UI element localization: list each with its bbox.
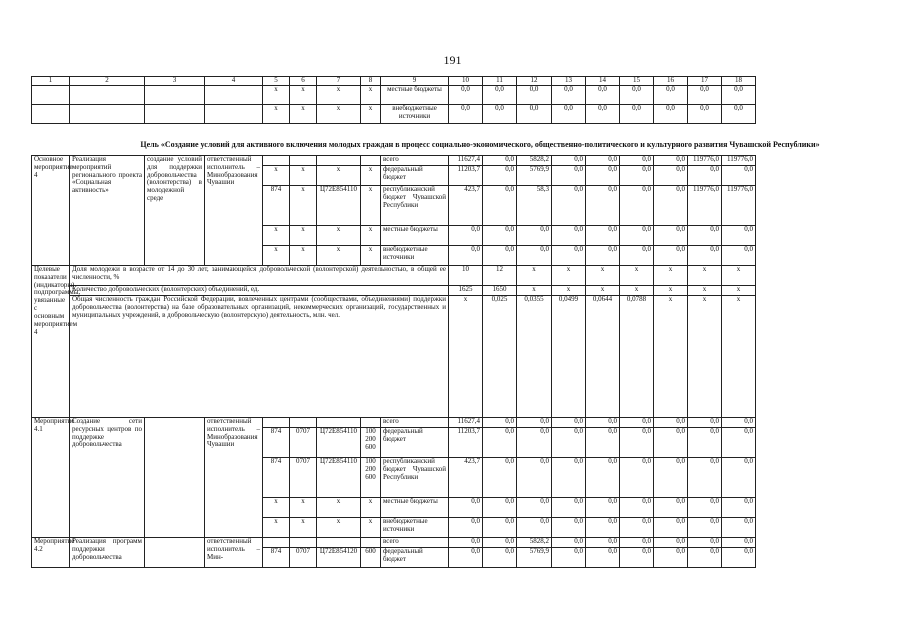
value-cell: 0,0 [654,418,688,428]
code-cell: x [290,518,317,538]
event-executor: ответственный исполнитель – Минобразования Чувашии [205,156,263,266]
value-cell: 0,0 [586,538,620,548]
indicator-value: 0,025 [483,296,517,418]
value-cell: 0,0 [722,226,756,246]
value-cell: 0,0 [654,246,688,266]
source-cell: местные бюджеты [381,498,449,518]
value-cell: 0,0 [688,105,722,124]
code-cell: x [361,186,381,226]
code-cell: x [263,246,290,266]
code-cell: x [290,186,317,226]
code-cell [317,418,361,428]
value-cell: 0,0 [722,538,756,548]
value-cell: 0,0 [688,518,722,538]
indicator-value: x [586,266,620,286]
value-cell: 423,7 [449,458,483,498]
value-cell: 0,0 [654,498,688,518]
indicator-value: 0,0499 [552,296,586,418]
value-cell: 119776,0 [688,156,722,166]
code-cell [263,156,290,166]
code-cell: Ц72Е854110 [317,186,361,226]
value-cell: 0,0 [620,186,654,226]
column-number: 5 [263,77,290,86]
value-cell: 0,0 [552,538,586,548]
value-cell: 423,7 [449,186,483,226]
value-cell: 0,0 [517,458,552,498]
code-cell [317,538,361,548]
code-cell: 100 200 600 [361,458,381,498]
code-cell: x [263,105,290,124]
indicator-value: 12 [483,266,517,286]
value-cell: 0,0 [722,428,756,458]
value-cell: 0,0 [654,166,688,186]
value-cell: 0,0 [483,166,517,186]
code-cell: x [263,226,290,246]
value-cell: 0,0 [722,418,756,428]
value-cell: 0,0 [517,428,552,458]
code-cell: x [290,166,317,186]
column-number: 7 [317,77,361,86]
value-cell: 0,0 [620,105,654,124]
code-cell: x [361,518,381,538]
column-number: 1 [32,77,70,86]
value-cell: 0,0 [552,246,586,266]
column-numbers-table [31,76,756,124]
empty-cell [70,86,145,105]
value-cell: 0,0 [483,186,517,226]
source-cell: внебюджетные источники [381,105,449,124]
value-cell: 0,0 [483,246,517,266]
column-number: 12 [517,77,552,86]
empty-cell [205,105,263,124]
value-cell: 0,0 [586,428,620,458]
code-cell: 874 [263,428,290,458]
value-cell: 0,0 [722,518,756,538]
value-cell: 0,0 [483,86,517,105]
value-cell: 0,0 [586,156,620,166]
code-cell [361,418,381,428]
code-cell: x [317,518,361,538]
value-cell: 0,0 [552,418,586,428]
source-cell: федеральный бюджет [381,166,449,186]
value-cell: 0,0 [552,428,586,458]
value-cell: 0,0 [449,226,483,246]
value-cell: 0,0 [688,226,722,246]
value-cell: 0,0 [517,498,552,518]
column-number: 6 [290,77,317,86]
indicator-value: x [688,296,722,418]
value-cell: 0,0 [517,226,552,246]
value-cell: 5769,9 [517,548,552,568]
value-cell: 0,0 [654,226,688,246]
value-cell: 0,0 [586,186,620,226]
value-cell: 0,0 [654,186,688,226]
event-name: Реализация программ поддержки добровольчества [70,538,145,568]
column-number: 10 [449,77,483,86]
value-cell: 0,0 [483,518,517,538]
code-cell: x [361,166,381,186]
column-number: 8 [361,77,381,86]
table-row [32,538,756,548]
code-cell: 0707 [290,458,317,498]
column-number: 4 [205,77,263,86]
source-cell: всего [381,156,449,166]
value-cell: 0,0 [688,548,722,568]
indicator-value: x [552,266,586,286]
indicator-value: x [620,266,654,286]
indicator-value: 1650 [483,286,517,296]
value-cell: 0,0 [449,105,483,124]
value-cell: 0,0 [654,86,688,105]
value-cell: 0,0 [517,86,552,105]
code-cell: x [361,246,381,266]
source-cell: федеральный бюджет [381,548,449,568]
value-cell: 0,0 [552,166,586,186]
value-cell: 119776,0 [688,186,722,226]
column-number: 13 [552,77,586,86]
value-cell: 0,0 [688,418,722,428]
value-cell: 0,0 [586,246,620,266]
source-cell: федеральный бюджет [381,428,449,458]
value-cell: 0,0 [586,226,620,246]
column-number: 16 [654,77,688,86]
value-cell: 0,0 [586,498,620,518]
code-cell: 874 [263,186,290,226]
empty-cell [145,105,205,124]
value-cell: 0,0 [620,86,654,105]
indicator-value: x [688,266,722,286]
code-cell: 874 [263,548,290,568]
empty-cell [32,105,70,124]
code-cell [361,156,381,166]
empty-cell [145,86,205,105]
value-cell: 0,0 [517,105,552,124]
code-cell: x [317,498,361,518]
value-cell: 0,0 [654,156,688,166]
code-cell: 0707 [290,548,317,568]
event-label: Мероприятие 4.1 [32,418,70,538]
event-label: Мероприятие 4.2 [32,538,70,568]
code-cell: x [361,498,381,518]
program-table [31,155,756,568]
code-cell: x [317,86,361,105]
value-cell: 0,0 [722,498,756,518]
value-cell: 0,0 [620,498,654,518]
code-cell: Ц72Е854110 [317,428,361,458]
indicator-value: x [722,286,756,296]
value-cell: 0,0 [586,105,620,124]
indicator-value: 10 [449,266,483,286]
value-cell: 0,0 [620,418,654,428]
value-cell: 11203,7 [449,166,483,186]
value-cell: 0,0 [620,226,654,246]
code-cell: x [290,226,317,246]
event-label: Основное мероприятие 4 [32,156,70,266]
table-row [32,86,756,105]
value-cell: 0,0 [586,86,620,105]
value-cell: 5828,2 [517,538,552,548]
code-cell [263,418,290,428]
event-name: Реализация мероприятий регионального проекта «Социальная активность» [70,156,145,266]
event-executor: ответственный исполнитель – Мин- [205,538,263,568]
value-cell: 0,0 [688,498,722,518]
code-cell [317,156,361,166]
code-cell [361,538,381,548]
value-cell: 0,0 [483,226,517,246]
event-goal: создание условий для поддержки добровольчества (волонтерства) в молодежной среде [145,156,205,266]
value-cell: 119776,0 [722,156,756,166]
code-cell: x [361,226,381,246]
value-cell: 0,0 [654,428,688,458]
value-cell: 0,0 [586,518,620,538]
indicator-value: x [722,266,756,286]
indicator-value: x [517,286,552,296]
code-cell [290,418,317,428]
value-cell: 0,0 [552,105,586,124]
indicator-value: x [586,286,620,296]
code-cell: x [361,105,381,124]
table-row [32,418,756,428]
value-cell: 0,0 [620,428,654,458]
value-cell: 0,0 [586,166,620,186]
value-cell: 0,0 [517,518,552,538]
code-cell: 100 200 600 [361,428,381,458]
value-cell: 0,0 [722,86,756,105]
code-cell: 0707 [290,428,317,458]
column-number: 15 [620,77,654,86]
value-cell: 0,0 [586,548,620,568]
value-cell: 0,0 [722,166,756,186]
column-number: 17 [688,77,722,86]
value-cell: 0,0 [722,246,756,266]
value-cell: 0,0 [483,156,517,166]
value-cell: 0,0 [620,538,654,548]
empty-cell [32,86,70,105]
column-number: 2 [70,77,145,86]
empty-cell [205,86,263,105]
value-cell: 0,0 [552,156,586,166]
value-cell: 0,0 [552,548,586,568]
value-cell: 0,0 [620,518,654,538]
event-executor: ответственный исполнитель – Минобразования Чувашии [205,418,263,538]
value-cell: 0,0 [620,166,654,186]
indicator-value: 1625 [449,286,483,296]
column-number: 11 [483,77,517,86]
value-cell: 0,0 [722,105,756,124]
column-number: 3 [145,77,205,86]
value-cell: 0,0 [517,418,552,428]
code-cell: x [290,86,317,105]
value-cell: 11627,4 [449,418,483,428]
value-cell: 0,0 [552,518,586,538]
indicator-value: x [654,296,688,418]
value-cell: 0,0 [449,86,483,105]
value-cell: 0,0 [722,548,756,568]
source-cell: внебюджетные источники [381,246,449,266]
value-cell: 0,0 [620,246,654,266]
code-cell: 600 [361,548,381,568]
indicator-value: 0,0644 [586,296,620,418]
value-cell: 0,0 [449,538,483,548]
source-cell: местные бюджеты [381,226,449,246]
value-cell: 0,0 [586,458,620,498]
indicator-value: x [654,266,688,286]
value-cell: 11203,7 [449,428,483,458]
code-cell: x [263,518,290,538]
code-cell [290,538,317,548]
value-cell: 0,0 [449,548,483,568]
value-cell: 0,0 [552,186,586,226]
value-cell: 0,0 [586,418,620,428]
source-cell: местные бюджеты [381,86,449,105]
indicator-row [32,266,756,286]
value-cell: 0,0 [722,458,756,498]
code-cell: Ц72Е854120 [317,548,361,568]
value-cell: 0,0 [688,538,722,548]
value-cell: 0,0 [688,458,722,498]
page-number: 191 [443,53,462,67]
source-cell: республиканский бюджет Чувашской Республики [381,186,449,226]
code-cell: x [290,105,317,124]
value-cell: 0,0 [449,246,483,266]
code-cell: x [290,246,317,266]
value-cell: 11627,4 [449,156,483,166]
table-row [32,105,756,124]
table-row [32,156,756,166]
indicator-value: x [688,286,722,296]
value-cell: 0,0 [620,156,654,166]
indicator-value: 0,0355 [517,296,552,418]
value-cell: 0,0 [688,246,722,266]
column-number: 18 [722,77,756,86]
code-cell: x [317,246,361,266]
code-cell: x [317,226,361,246]
value-cell: 0,0 [552,498,586,518]
value-cell: 0,0 [654,538,688,548]
indicator-value: x [620,286,654,296]
value-cell: 0,0 [654,458,688,498]
value-cell: 0,0 [552,458,586,498]
value-cell: 0,0 [688,166,722,186]
value-cell: 0,0 [517,246,552,266]
value-cell: 0,0 [654,518,688,538]
code-cell: x [263,166,290,186]
value-cell: 0,0 [654,548,688,568]
code-cell: x [361,86,381,105]
value-cell: 58,3 [517,186,552,226]
value-cell: 119776,0 [722,186,756,226]
indicator-text: Доля молодежи в возрасте от 14 до 30 лет, занимающейся добровольческой (волонтерской) деятельностью, в общей ее численности, % [70,266,449,286]
indicator-value: x [722,296,756,418]
value-cell: 0,0 [483,538,517,548]
source-cell: всего [381,418,449,428]
column-number: 14 [586,77,620,86]
indicator-value: x [654,286,688,296]
value-cell: 0,0 [483,428,517,458]
column-number: 9 [381,77,449,86]
value-cell: 0,0 [483,105,517,124]
value-cell: 5828,2 [517,156,552,166]
code-cell: x [317,105,361,124]
value-cell: 0,0 [449,518,483,538]
indicator-value: x [517,266,552,286]
value-cell: 0,0 [483,548,517,568]
indicator-value: 0,0788 [620,296,654,418]
value-cell: 0,0 [552,226,586,246]
value-cell: 0,0 [552,86,586,105]
indicator-text: Количество добровольческих (волонтерских) объединений, ед. [70,286,449,296]
value-cell: 0,0 [483,498,517,518]
code-cell: x [317,166,361,186]
value-cell: 0,0 [483,458,517,498]
indicator-value: x [449,296,483,418]
value-cell: 5769,9 [517,166,552,186]
source-cell: республиканский бюджет Чувашской Республики [381,458,449,498]
code-cell [263,538,290,548]
code-cell: Ц72Е854110 [317,458,361,498]
value-cell: 0,0 [483,418,517,428]
indicator-row [32,296,756,418]
value-cell: 0,0 [449,498,483,518]
goal-title: Цель «Создание условий для активного включения молодых граждан в процесс социально-экономического, общественно-политического и культурного развития Чувашской Республики» [140,140,820,149]
indicators-label: Целевые показатели (индикаторы) подпрограммы, увязанные с основным мероприятием 4 [32,266,70,418]
code-cell: x [263,498,290,518]
value-cell: 0,0 [688,428,722,458]
event-goal [145,538,205,568]
value-cell: 0,0 [688,86,722,105]
code-cell [290,156,317,166]
source-cell: внебюджетные источники [381,518,449,538]
source-cell: всего [381,538,449,548]
value-cell: 0,0 [620,458,654,498]
code-cell: x [263,86,290,105]
event-name: Создание сети ресурсных центров по поддержке добровольчества [70,418,145,538]
value-cell: 0,0 [654,105,688,124]
value-cell: 0,0 [620,548,654,568]
event-goal [145,418,205,538]
code-cell: x [290,498,317,518]
indicator-row [32,286,756,296]
indicator-value: x [552,286,586,296]
code-cell: 874 [263,458,290,498]
indicator-text: Общая численность граждан Российской Федерации, вовлеченных центрами (сообществами, объединениями) поддержки добровольчества (волонтерства) на базе образовательных организаций, некоммерческих организаций, государственных и муниципальных учреждений, в добровольческую (волонтерскую) деятельность, млн. чел. [70,296,449,418]
empty-cell [70,105,145,124]
